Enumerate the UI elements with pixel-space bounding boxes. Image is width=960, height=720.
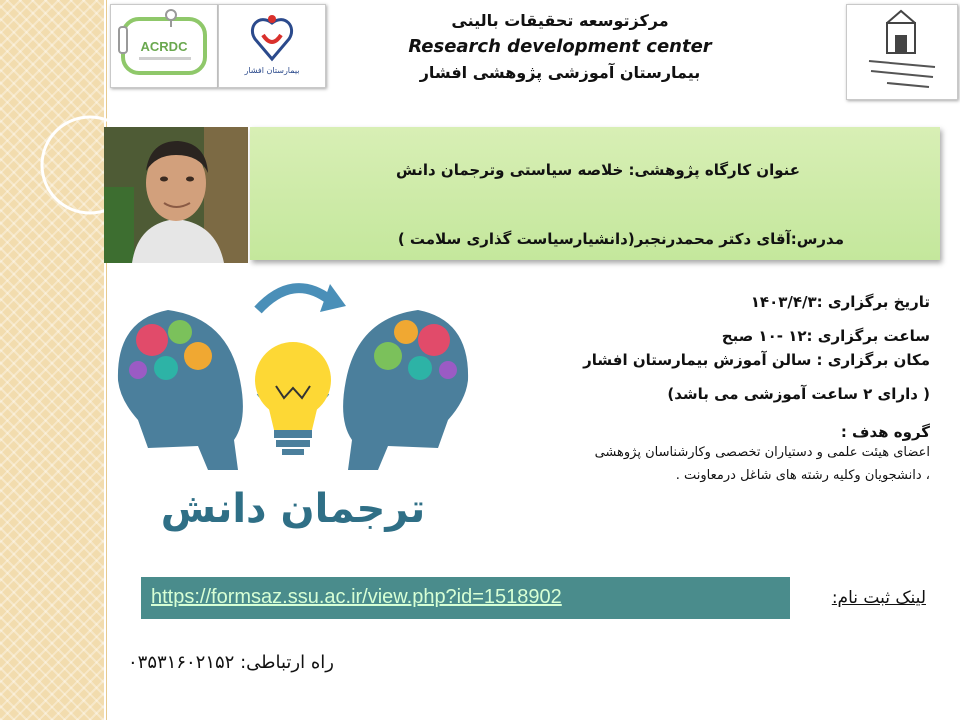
- workshop-instructor: مدرس:آقای دکتر محمدرنجبر(دانشیارسیاست گذاری سلامت ): [397, 230, 844, 248]
- target-group-label: گروه هدف :: [840, 423, 930, 441]
- knowledge-translation-artwork: [108, 270, 478, 540]
- instructor-photo: [104, 127, 248, 263]
- registration-label: لینک ثبت نام:: [831, 588, 926, 608]
- afshar-hospital-logo: [218, 4, 326, 88]
- decorative-side-band: [0, 0, 104, 720]
- contact-info: راه ارتباطی: ۰۳۵۳۱۶۰۲۱۵۲: [128, 652, 334, 673]
- hospital-logo-text: بیمارستان افشار: [244, 66, 300, 75]
- event-place: مکان برگزاری : سالن آموزش بیمارستان افشار: [583, 351, 930, 369]
- header-center-name-english: Research development center: [408, 36, 712, 57]
- target-group-line-2: ، دانشجویان وکلیه رشته های شاغل درمعاونت .: [675, 468, 930, 483]
- side-band-divider: [106, 0, 107, 720]
- header-center-name: مرکزتوسعه تحقیقات بالینی: [451, 11, 669, 30]
- registration-link[interactable]: https://formsaz.ssu.ac.ir/view.php?id=1518902: [151, 586, 562, 608]
- target-group-line-1: اعضای هیئت علمی و دستیاران تخصصی وکارشناسان پژوهشی: [594, 445, 930, 460]
- event-time: ساعت برگزاری :۱۲ -۱۰ صبح: [721, 327, 930, 345]
- workshop-title: عنوان کارگاه پژوهشی: خلاصه سیاستی وترجمان دانش: [396, 161, 800, 179]
- header: [380, 8, 740, 86]
- event-date: تاریخ برگزاری :۱۴۰۳/۴/۳: [750, 293, 930, 311]
- acrdc-logo-text: ACRDC: [140, 39, 188, 54]
- event-credit-hours: ( دارای ۲ ساعت آموزشی می باشد): [667, 385, 930, 403]
- artwork-caption: ترجمان دانش: [160, 486, 426, 532]
- header-hospital-name: بیمارستان آموزشی پژوهشی افشار: [419, 63, 701, 82]
- workshop-banner: [250, 127, 940, 260]
- acrdc-logo: [110, 4, 218, 88]
- registration-link-bar[interactable]: [141, 577, 790, 619]
- university-logo: [846, 4, 958, 100]
